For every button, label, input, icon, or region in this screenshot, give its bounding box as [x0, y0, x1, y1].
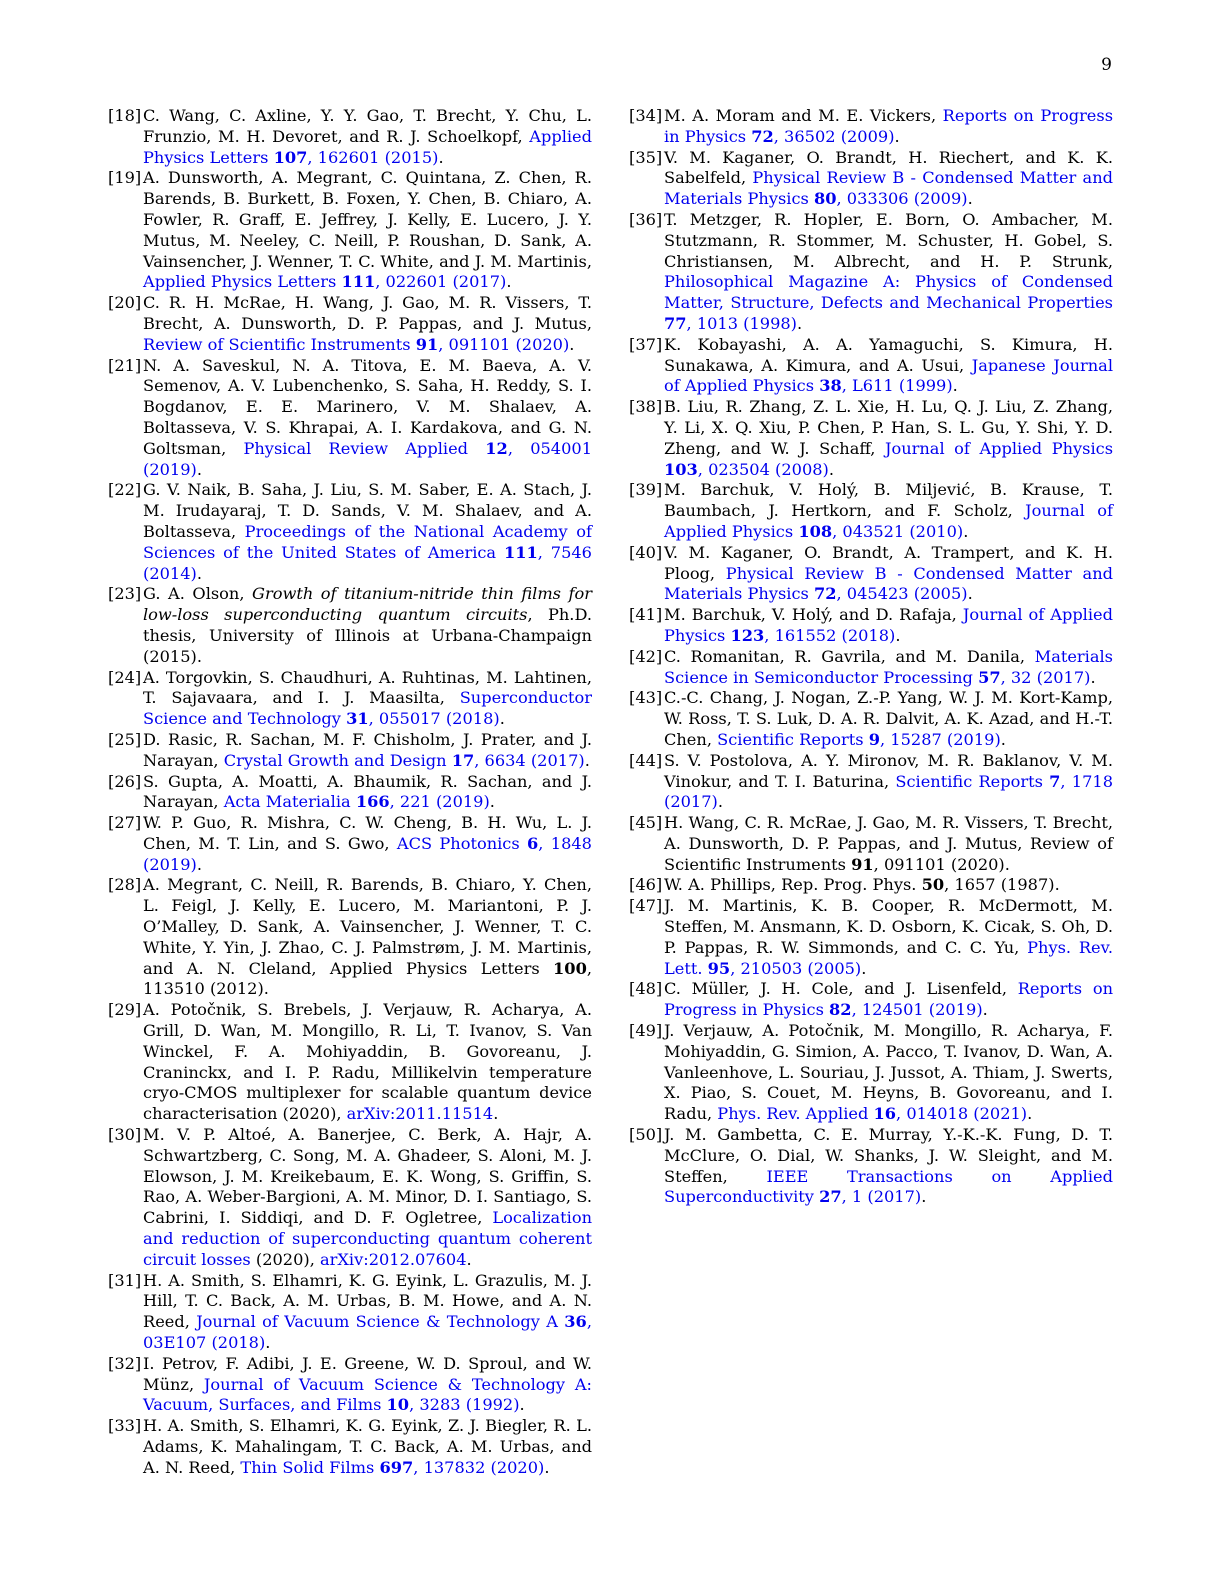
reference-pages: , 1848 (2019)	[143, 833, 592, 874]
reference-text	[143, 1000, 592, 1125]
reference-entry	[108, 1271, 592, 1354]
reference-link[interactable]	[224, 751, 585, 770]
reference-number: [48]	[629, 979, 663, 999]
reference-volume: 82	[829, 1000, 852, 1020]
reference-tail: , 1657 (1987).	[944, 875, 1060, 895]
reference-authors: H. A. Smith, S. Elhamri, K. G. Eyink, Z. J. Biegler, R. L. Adams, K. Mahalingam, T. C. Back, A. M. Urbas, and A. N. Reed,	[143, 1416, 592, 1477]
reference-number: [22]	[108, 480, 142, 500]
reference-pages: , 014018 (2021)	[896, 1104, 1028, 1124]
reference-authors: A. Megrant, C. Neill, R. Barends, B. Chiaro, Y. Chen, L. Feigl, J. Kelly, E. Lucero, M. Mariantoni, P. J. O’Malley, D. Sank, A. Vainsencher, J. Wenner, T. C. White, Y. Yin, J. Zhao, C. J. Palmstrøm, J. M. Martinis, and A. N. Cleland, Applied Physics Letters	[143, 875, 592, 978]
reference-authors: C.-C. Chang, J. Nogan, Z.-P. Yang, W. J. M. Kort-Kamp, W. Ross, T. S. Luk, D. A. R. Dalvit, A. K. Azad, and H.-T. Chen,	[664, 688, 1113, 749]
reference-authors: T. Metzger, R. Hopler, E. Born, O. Ambacher, M. Stutzmann, R. Stommer, M. Schuster, H. Gobel, S. Christiansen, M. Albrecht, and H. P. Strunk,	[664, 209, 1113, 271]
reference-tail: .	[1000, 729, 1006, 749]
reference-pages: , 3283 (1992)	[409, 1395, 520, 1415]
reference-link[interactable]	[717, 1104, 1027, 1123]
reference-journal: ACS Photonics	[396, 833, 520, 853]
reference-authors: V. M. Kaganer, O. Brandt, H. Riechert, and K. K. Sabelfeld,	[664, 147, 1113, 188]
reference-authors: B. Liu, R. Zhang, Z. L. Xie, H. Lu, Q. J. Liu, Z. Zhang, Y. Li, X. Q. Xiu, P. Chen, P. Han, S. L. Gu, Y. Shi, Y. D. Zheng, and W. J. Schaff,	[664, 397, 1113, 458]
reference-entry	[629, 875, 1113, 896]
reference-tail: .	[982, 1000, 988, 1020]
reference-pages: , 210503 (2005)	[730, 958, 862, 978]
reference-text	[664, 1021, 1113, 1125]
reference-volume: 72	[751, 126, 774, 146]
reference-number: [37]	[629, 334, 663, 354]
reference-text	[664, 543, 1113, 605]
reference-volume: 123	[730, 625, 765, 645]
reference-journal: Applied Physics Letters	[143, 272, 337, 292]
reference-journal: Physical Review Applied	[243, 438, 469, 458]
reference-number: [30]	[108, 1125, 142, 1145]
reference-tail: .	[438, 147, 444, 167]
reference-link[interactable]	[143, 1312, 592, 1352]
reference-entry	[108, 772, 592, 814]
reference-entry	[108, 875, 592, 1000]
reference-journal: Proceedings of the National Academy of Sciences of the United States of America	[143, 521, 592, 562]
reference-volume: 7	[1049, 771, 1061, 791]
reference-number: [31]	[108, 1270, 142, 1290]
reference-pages: , 055017 (2018)	[368, 709, 500, 729]
reference-number: [21]	[108, 355, 142, 375]
reference-authors: C. Wang, C. Axline, Y. Y. Gao, T. Brecht, Y. Chu, L. Frunzio, M. H. Devoret, and R. J. Schoelkopf,	[143, 106, 592, 146]
reference-journal: Phys. Rev. Lett.	[664, 937, 1114, 978]
reference-pages: , 161552 (2018)	[764, 625, 896, 645]
reference-link[interactable]	[717, 730, 1001, 749]
reference-journal: Review of Scientific Instruments	[143, 334, 411, 354]
reference-authors: M. V. P. Altoé, A. Banerjee, C. Berk, A. Hajr, A. Schwartzberg, C. Song, M. A. Ghadeer, S. Aloni, M. J. Elowson, J. M. Kreikebaum, E. K. Wong, S. Griffin, S. Rao, A. Weber-Bargioni, A. M. Minor, D. I. Santiago, S. Cabrini, I. Siddiqi, and D. F. Ogletree,	[143, 1125, 592, 1228]
reference-volume: 77	[664, 313, 687, 333]
reference-entry	[629, 480, 1113, 542]
reference-authors: S. V. Postolova, A. Y. Mironov, M. R. Baklanov, V. M. Vinokur, and T. I. Baturina,	[664, 750, 1113, 791]
reference-number: [26]	[108, 771, 142, 791]
reference-text	[664, 751, 1113, 813]
reference-journal: Physical Review B - Condensed Matter and Materials Physics	[664, 168, 1113, 209]
reference-tail: .	[797, 313, 803, 333]
reference-tail: .	[921, 1187, 927, 1207]
reference-text	[664, 480, 1113, 542]
reference-volume: 50	[921, 875, 945, 895]
reference-journal: Applied Physics Letters	[143, 126, 592, 167]
reference-entry	[629, 647, 1113, 689]
reference-authors: A. Potočnik, S. Brebels, J. Verjauw, R. Acharya, A. Grill, D. Wan, M. Mongillo, R. Li, T. Ivanov, S. Van Winckel, F. A. Mohiyaddin, B. Govoreanu, J. Craninckx, and I. P. Radu, Millikelvin temperature cryo-CMOS multiplexer for scalable quantum device characterisation (2020),	[143, 1000, 592, 1124]
reference-authors: A. Dunsworth, A. Megrant, C. Quintana, Z. Chen, R. Barends, B. Burkett, B. Foxen, Y. Chen, B. Chiaro, A. Fowler, R. Graff, E. Jeffrey, J. Kelly, E. Lucero, J. Y. Mutus, M. Neeley, C. Neill, P. Roushan, D. Sank, A. Vainsencher, J. Wenner, T. C. White, and J. M. Martinis,	[143, 168, 592, 271]
reference-number: [45]	[629, 813, 663, 833]
reference-link[interactable]	[224, 792, 490, 811]
reference-volume: 36	[564, 1312, 587, 1332]
reference-number: [28]	[108, 875, 142, 895]
reference-text	[143, 813, 592, 875]
reference-text	[664, 148, 1113, 210]
reference-pages: , 023504 (2008)	[697, 459, 829, 479]
reference-journal: Thin Solid Films	[240, 1457, 375, 1477]
reference-pages: , 054001 (2019)	[143, 438, 593, 479]
reference-entry	[629, 605, 1113, 647]
reference-tail: .	[717, 792, 723, 812]
reference-journal: Scientific Reports	[895, 771, 1043, 791]
reference-entry	[108, 584, 592, 667]
reference-number: [20]	[108, 293, 142, 313]
reference-volume: 31	[346, 709, 369, 729]
reference-text	[664, 875, 1113, 896]
reference-tail: .	[967, 584, 973, 604]
reference-journal: Reports on Progress in Physics	[664, 979, 1113, 1020]
reference-authors: M. Barchuk, V. Holý, and D. Rafaja,	[664, 605, 963, 625]
reference-tail: .	[952, 376, 958, 396]
reference-number: [19]	[108, 168, 142, 188]
reference-number: [34]	[629, 106, 663, 125]
reference-tail: .	[196, 563, 202, 583]
reference-text	[664, 605, 1113, 647]
reference-text	[664, 335, 1113, 397]
reference-number: [46]	[629, 875, 663, 895]
reference-tail: .	[544, 1457, 550, 1477]
reference-entry	[108, 293, 592, 355]
reference-journal: Reports on Progress in Physics	[664, 106, 1113, 146]
reference-authors: H. Wang, C. R. McRae, J. Gao, M. R. Vissers, T. Brecht, A. Dunsworth, D. P. Pappas, and J. Mutus, Review of Scientific Instruments	[664, 813, 1113, 874]
reference-tail: .	[967, 189, 973, 209]
reference-tail: .	[861, 958, 867, 978]
reference-volume: 111	[503, 542, 538, 562]
reference-volume: 91	[851, 854, 874, 874]
reference-authors: S. Gupta, A. Moatti, A. Bhaumik, R. Sachan, and J. Narayan,	[143, 771, 592, 812]
reference-tail: .	[1090, 667, 1096, 687]
reference-journal: Phys. Rev. Applied	[717, 1104, 869, 1124]
reference-link[interactable]	[143, 335, 569, 354]
reference-tail: .	[265, 1333, 271, 1353]
reference-text	[664, 397, 1113, 480]
reference-column-left	[108, 106, 592, 1479]
reference-tail: .	[895, 625, 901, 645]
reference-volume: 12	[485, 438, 508, 458]
reference-authors: J. M. Gambetta, C. E. Murray, Y.-K.-K. Fung, D. T. McClure, O. Dial, W. Shanks, J. W. Sleight, and M. Steffen,	[664, 1125, 1113, 1186]
reference-pages: , 091101 (2020)	[438, 334, 570, 354]
reference-entry	[108, 480, 592, 584]
arxiv-link[interactable]: arXiv:2011.11514	[346, 1104, 494, 1124]
reference-journal: Acta Materialia	[223, 792, 351, 812]
reference-text	[143, 1271, 592, 1354]
reference-entry	[108, 730, 592, 772]
reference-number: [33]	[108, 1416, 142, 1436]
reference-link[interactable]	[143, 272, 506, 291]
reference-text	[143, 106, 592, 168]
reference-authors: M. Barchuk, V. Holý, B. Miljević, B. Krause, T. Baumbach, J. Hertkorn, and F. Scholz,	[664, 480, 1113, 521]
reference-tail: .	[499, 709, 505, 729]
reference-entry	[629, 106, 1113, 148]
reference-journal: IEEE Transactions on Applied Superconductivity	[664, 1166, 1113, 1207]
reference-text	[664, 813, 1113, 875]
reference-number: [25]	[108, 729, 142, 749]
reference-pages: , L611 (1999)	[841, 376, 953, 396]
reference-tail: .	[569, 334, 575, 354]
reference-tail: , 113510 (2012).	[143, 958, 592, 999]
reference-tail: .	[506, 272, 512, 292]
reference-year: (2020),	[250, 1249, 320, 1269]
reference-text	[664, 688, 1113, 750]
reference-number: [29]	[108, 1000, 142, 1020]
reference-authors: V. M. Kaganer, O. Brandt, A. Trampert, and K. H. Ploog,	[664, 542, 1113, 583]
reference-entry	[629, 335, 1113, 397]
reference-tail: .	[584, 750, 590, 770]
reference-volume: 10	[386, 1395, 410, 1415]
reference-entry	[629, 813, 1113, 875]
reference-title: Growth of titanium-nitride thin films for low-loss superconducting quantum circuits	[143, 584, 592, 625]
reference-text	[664, 896, 1113, 979]
reference-journal: Superconductor Science and Technology	[143, 688, 592, 729]
reference-volume: 17	[451, 750, 475, 770]
reference-volume: 27	[819, 1187, 842, 1207]
reference-authors: H. A. Smith, S. Elhamri, K. G. Eyink, L. Grazulis, M. J. Hill, T. C. Back, A. M. Urbas, B. M. Howe, and A. N. Reed,	[143, 1270, 592, 1332]
reference-number: [39]	[629, 480, 663, 500]
arxiv-link[interactable]: arXiv:2012.07604	[320, 1249, 467, 1269]
reference-volume: 111	[341, 272, 376, 292]
reference-volume: 108	[798, 521, 833, 541]
reference-entry	[629, 896, 1113, 979]
reference-number: [23]	[108, 584, 142, 604]
reference-entry	[108, 1354, 592, 1416]
reference-text	[143, 480, 592, 584]
reference-tail: , Ph.D. thesis, University of Illinois at Urbana-Champaign (2015).	[143, 605, 592, 666]
reference-number: [40]	[629, 542, 663, 562]
reference-entry	[629, 979, 1113, 1021]
reference-link[interactable]	[664, 564, 1113, 604]
reference-entry	[629, 397, 1113, 480]
reference-number: [49]	[629, 1021, 663, 1041]
reference-authors: N. A. Saveskul, N. A. Titova, E. M. Baeva, A. V. Semenov, A. V. Lubenchenko, S. Saha, H. Reddy, S. I. Bogdanov, E. E. Marinero, V. M. Shalaev, A. Boltasseva, V. S. Khrapai, A. I. Kardakova, and G. N. Goltsman,	[143, 355, 592, 458]
reference-number: [24]	[108, 667, 142, 687]
reference-text	[664, 106, 1113, 148]
reference-journal: Scientific Reports	[717, 729, 864, 749]
reference-pages: , 022601 (2017)	[375, 272, 507, 292]
reference-volume: 6	[527, 833, 539, 853]
reference-text	[664, 1125, 1113, 1208]
reference-entry	[629, 1125, 1113, 1208]
reference-authors: M. A. Moram and M. E. Vickers,	[664, 106, 943, 125]
reference-text	[664, 979, 1113, 1021]
reference-tail: .	[466, 1249, 472, 1269]
reference-text	[143, 168, 592, 293]
reference-pages: , 043521 (2010)	[832, 521, 964, 541]
reference-volume: 107	[273, 147, 308, 167]
reference-number: [41]	[629, 605, 663, 625]
reference-tail: .	[963, 521, 969, 541]
reference-entry	[108, 1125, 592, 1271]
reference-journal: Crystal Growth and Design	[223, 750, 447, 770]
reference-authors: G. V. Naik, B. Saha, J. Liu, S. M. Saber, E. A. Stach, J. M. Irudayaraj, T. D. Sands, V. M. Shalaev, and A. Boltasseva,	[143, 480, 592, 541]
reference-tail: .	[828, 459, 835, 479]
reference-volume: 9	[868, 729, 880, 749]
page-number: 9	[1101, 55, 1112, 75]
reference-volume: 16	[873, 1104, 897, 1124]
reference-pages: , 033306 (2009)	[836, 189, 968, 209]
reference-number: [44]	[629, 750, 663, 770]
reference-authors: K. Kobayashi, A. A. Yamaguchi, S. Kimura, H. Sunakawa, A. Kimura, and A. Usui,	[664, 334, 1113, 375]
reference-number: [32]	[108, 1353, 142, 1373]
reference-number: [27]	[108, 813, 142, 833]
reference-entry	[108, 106, 592, 168]
reference-pages: , 1718 (2017)	[664, 771, 1113, 812]
reference-authors: C. R. H. McRae, H. Wang, J. Gao, M. R. Vissers, T. Brecht, A. Dunsworth, D. P. Pappas, and J. Mutus,	[143, 293, 592, 333]
reference-tail: .	[1027, 1104, 1033, 1124]
reference-volume: 57	[978, 667, 1001, 687]
reference-journal: Journal of Vacuum Science & Technology A: Vacuum, Surfaces, and Films	[143, 1374, 592, 1415]
reference-entry	[629, 751, 1113, 813]
reference-number: [35]	[629, 147, 663, 167]
reference-entry	[629, 210, 1113, 335]
reference-volume: 91	[415, 334, 439, 354]
reference-authors: W. P. Guo, R. Mishra, C. W. Cheng, B. H. Wu, L. J. Chen, M. T. Lin, and S. Gwo,	[143, 813, 592, 853]
reference-text	[143, 772, 592, 814]
reference-pages: , 36502 (2009)	[773, 126, 895, 146]
reference-volume: 100	[553, 958, 587, 978]
reference-entry	[629, 543, 1113, 605]
reference-link[interactable]	[664, 272, 1113, 333]
reference-journal: Journal of Applied Physics	[884, 438, 1114, 458]
reference-entry	[108, 356, 592, 481]
reference-text	[143, 1354, 592, 1416]
reference-volume: 103	[664, 459, 698, 479]
reference-text	[664, 210, 1113, 335]
reference-text	[143, 668, 592, 730]
reference-text	[143, 1416, 592, 1478]
reference-pages: , 045423 (2005)	[836, 584, 968, 604]
reference-pages: , 03E107 (2018)	[143, 1312, 592, 1353]
reference-pages: , 32 (2017)	[1000, 667, 1091, 687]
reference-authors: D. Rasic, R. Sachan, M. F. Chisholm, J. Prater, and J. Narayan,	[143, 729, 592, 770]
reference-authors: W. A. Phillips, Rep. Prog. Phys.	[664, 875, 922, 895]
reference-number: [43]	[629, 688, 663, 708]
reference-pages: , 221 (2019)	[389, 792, 490, 812]
reference-number: [38]	[629, 397, 663, 417]
reference-tail: .	[493, 1104, 499, 1124]
reference-tail: .	[196, 854, 202, 874]
reference-text	[143, 730, 592, 772]
reference-volume: 95	[707, 958, 731, 978]
reference-authors: G. A. Olson,	[143, 584, 253, 604]
reference-text	[143, 1125, 592, 1271]
reference-pages: , 162601 (2015)	[307, 147, 439, 167]
reference-journal: Journal of Applied Physics	[664, 605, 1113, 645]
reference-authors: C. Romanitan, R. Gavrila, and M. Danila,	[664, 646, 1035, 666]
reference-tail: , 091101 (2020).	[873, 854, 1010, 874]
reference-number: [36]	[629, 209, 663, 229]
reference-text	[143, 875, 592, 1000]
reference-entry	[108, 1416, 592, 1478]
reference-authors: C. Müller, J. H. Cole, and J. Lisenfeld,	[664, 979, 1018, 999]
reference-journal: Materials Science in Semiconductor Processing	[664, 646, 1113, 687]
reference-tail: .	[196, 459, 202, 479]
reference-pages: , 7546 (2014)	[143, 542, 592, 583]
reference-text	[143, 356, 592, 481]
reference-journal: Philosophical Magazine A: Physics of Condensed Matter, Structure, Defects and Mechanical Properties	[664, 272, 1113, 313]
reference-entry	[629, 1021, 1113, 1125]
reference-entry	[629, 148, 1113, 210]
reference-volume: 80	[813, 189, 837, 209]
reference-number: [42]	[629, 646, 663, 666]
reference-journal: Physical Review B - Condensed Matter and Materials Physics	[664, 563, 1113, 604]
reference-pages: , 1 (2017)	[841, 1187, 922, 1207]
reference-authors: A. Torgovkin, S. Chaudhuri, A. Ruhtinas, M. Lahtinen, T. Sajavaara, and I. J. Maasilta,	[143, 667, 592, 708]
reference-authors: J. Verjauw, A. Potočnik, M. Mongillo, R. Acharya, F. Mohiyaddin, G. Simion, A. Pacco, T. Ivanov, D. Wan, A. Vanleenhove, L. Souriau, J. Jussot, A. Thiam, J. Swerts, X. Piao, S. Couet, M. Heyns, B. Govoreanu, and I. Radu,	[664, 1021, 1113, 1124]
reference-volume: 38	[819, 376, 842, 396]
reference-entry	[108, 813, 592, 875]
reference-journal: Localization and reduction of superconducting quantum coherent circuit losses	[143, 1208, 592, 1269]
reference-pages: , 6634 (2017)	[474, 750, 585, 770]
reference-text	[664, 647, 1113, 689]
reference-pages: , 1013 (1998)	[686, 313, 797, 333]
reference-entry	[629, 688, 1113, 750]
reference-authors: I. Petrov, F. Adibi, J. E. Greene, W. D. Sproul, and W. Münz,	[143, 1353, 592, 1394]
reference-volume: 72	[813, 584, 837, 604]
reference-pages: , 137832 (2020)	[413, 1457, 545, 1477]
reference-authors: J. M. Martinis, K. B. Cooper, R. McDermott, M. Steffen, M. Ansmann, K. D. Osborn, K. Cicak, S. Oh, D. P. Pappas, R. W. Simmonds, and C. C. Yu,	[664, 896, 1113, 957]
reference-link[interactable]	[240, 1458, 544, 1477]
reference-entry	[108, 668, 592, 730]
reference-text	[143, 293, 592, 355]
reference-column-right	[629, 106, 1113, 1208]
reference-tail: .	[894, 126, 900, 146]
reference-entry	[108, 1000, 592, 1125]
reference-text	[143, 584, 592, 667]
reference-journal: Journal of Vacuum Science & Technology A	[196, 1312, 558, 1332]
reference-number: [18]	[108, 106, 142, 125]
reference-pages: , 124501 (2019)	[851, 1000, 983, 1020]
reference-pages: , 15287 (2019)	[880, 729, 1001, 749]
reference-number: [47]	[629, 896, 663, 916]
reference-journal: Japanese Journal of Applied Physics	[664, 355, 1114, 396]
reference-volume: 166	[355, 792, 390, 812]
reference-tail: .	[489, 792, 495, 812]
reference-journal: Journal of Applied Physics	[664, 501, 1113, 541]
reference-tail: .	[519, 1395, 525, 1415]
reference-volume: 697	[379, 1457, 414, 1477]
reference-entry	[108, 168, 592, 293]
reference-number: [50]	[629, 1125, 663, 1145]
